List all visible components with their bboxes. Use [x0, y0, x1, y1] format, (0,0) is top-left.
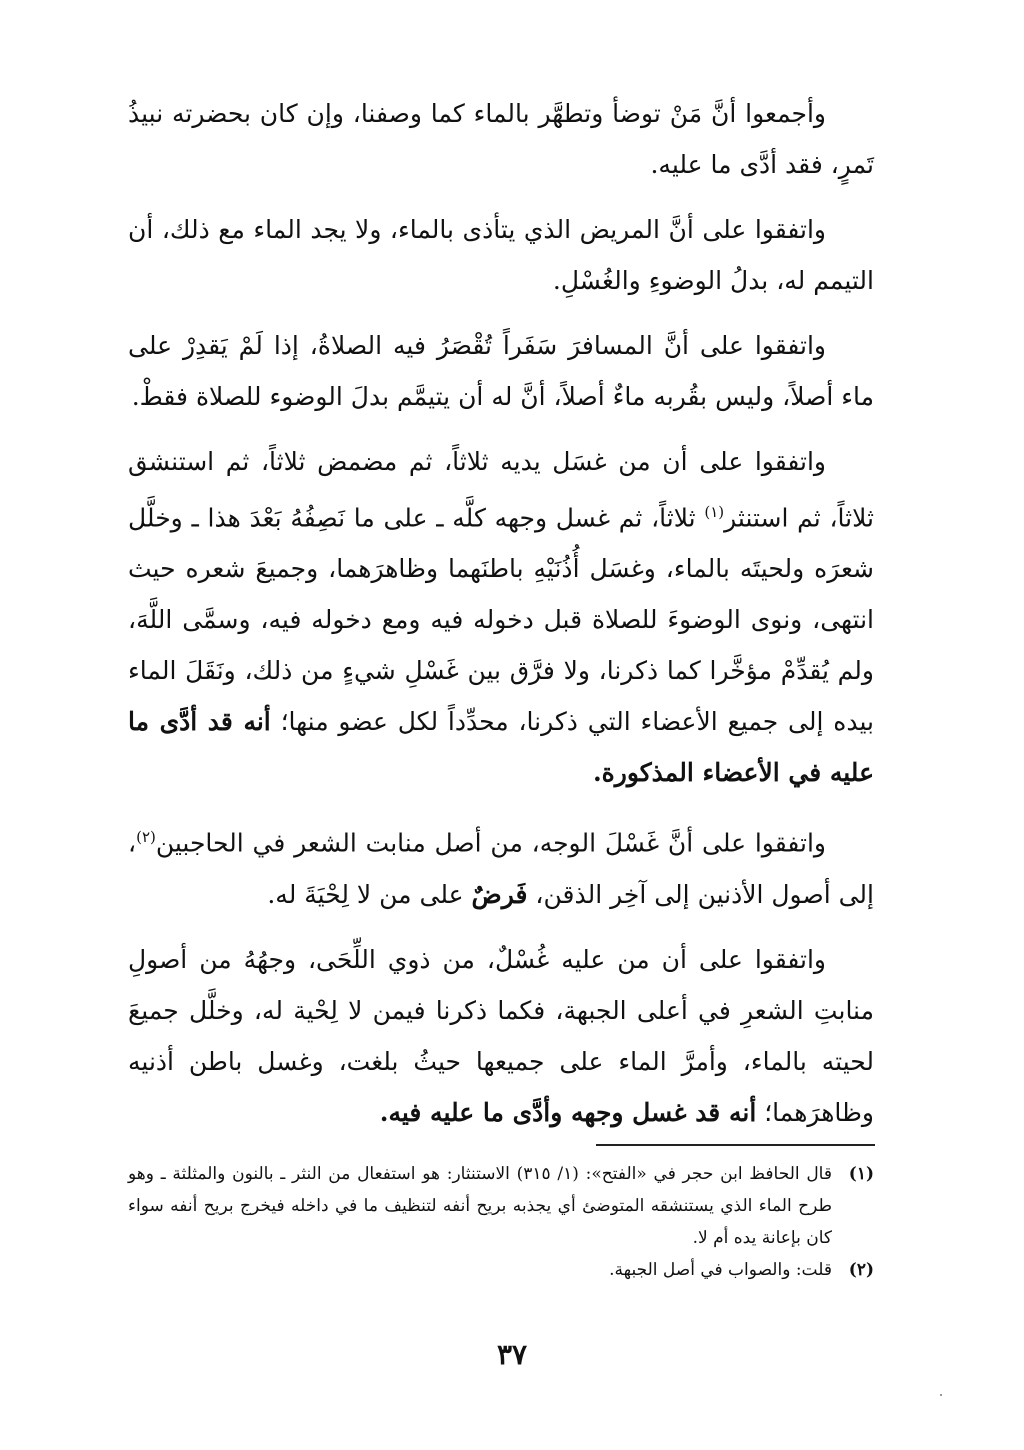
- main-text: [128, 88, 874, 1152]
- footnote-2: [128, 1254, 874, 1286]
- footnote-ref-2: (٢): [136, 828, 156, 847]
- footnote-2-text: قلت: والصواب في أصل الجبهة.: [609, 1260, 832, 1280]
- paragraph-5-text-end: على من لا لِحْيَةَ له.: [267, 879, 472, 909]
- paragraph-6: [128, 934, 874, 1138]
- footnote-1: [128, 1158, 874, 1254]
- footnote-1-text: قال الحافظ ابن حجر في «الفتح»: (١/ ٣١٥) الاستنثار: هو استفعال من النثر ـ بالنون والمثلثة ـ وهو طرح الماء الذي يستنشقه المتوضئ أي يجذبه بريح أنفه لتنظيف ما في داخله فيخرج بريح أنفه سواء كان بإعانة يده أم لا.: [128, 1164, 832, 1248]
- paragraph-6-bold: أنه قد غسل وجهه وأدَّى ما عليه فيه.: [379, 1097, 757, 1127]
- paragraph-1: وأجمعوا أنَّ مَنْ توضأ وتطهَّر بالماء كما وصفنا، وإن كان بحضرته نبيذُ تَمرٍ، فقد أدَّى ما عليه.: [128, 99, 874, 179]
- paragraph-5-text-cont: ، إلى أصول الأذنين إلى آخِر الذقن،: [128, 828, 874, 909]
- footnote-divider: [596, 1144, 875, 1146]
- footnote-ref-1: (١): [704, 503, 725, 521]
- paragraph-5: [128, 812, 874, 919]
- paragraph-3: واتفقوا على أنَّ المسافرَ سَفَراً تُقْصَرُ فيه الصلاةُ، إذا لَمْ يَقدِرْ على ماء أصلاً، وليس بقُربه ماءٌ أصلاً، أنَّ له أن يتيمَّم بدلَ الوضوء للصلاة فقطْ.: [128, 331, 874, 411]
- scan-speck: [940, 1394, 942, 1396]
- paragraph-4-bold: أنه قد أدَّى ما عليه في الأعضاء المذكورة.: [128, 707, 874, 788]
- paragraph-5-text: واتفقوا على أنَّ غَسْلَ الوجه، من أصل منابت الشعر في الحاجبين: [155, 828, 826, 858]
- page-number: ٣٧: [496, 1338, 528, 1371]
- paragraph-2: واتفقوا على أنَّ المريض الذي يتأذى بالماء، ولا يجد الماء مع ذلك، أن التيمم له، بدلُ الوضوءِ والغُسْلِ.: [128, 215, 874, 295]
- paragraph-5-bold: فَرضٌ: [471, 879, 528, 909]
- footnotes: [128, 1158, 874, 1286]
- paragraph-6-text: واتفقوا على أن من عليه غُسْلٌ، من ذوي اللِّحَى، وجهُهُ من أصولِ منابتِ الشعرِ في أعلى الجبهة، فكما ذكرنا فيمن لا لِحْية له، وخلَّل جميعَ لحيته بالماء، وأمرَّ الماء على جميعها حيثُ بلغت، وغسل باطن أذنيه وظاهرَهما؛: [128, 944, 874, 1127]
- footnote-2-marker: (٢): [848, 1260, 874, 1280]
- paragraph-4-text-cont: ثلاثاً، ثم غسل وجهه كلَّه ـ على ما نَصِفُهُ بَعْدَ هذا ـ وخلَّل شعرَه ولحيتَه بالماء، وغسَل أُذُنَيْهِ باطنَهما وظاهرَهما، وجميعَ شعره حيث انتهى، ونوى الوضوءَ للصلاة قبل دخوله فيه ومع دخوله فيه، وسمَّى اللَّهَ، ولم يُقدِّمْ مؤخَّرا كما ذكرنا، ولا فرَّق بين غَسْلِ شيءٍ من ذلك، ونَقَلَ الماء بيده إلى جميع الأعضاء التي ذكرنا، محدِّداً لكل عضو منها؛: [128, 503, 874, 737]
- paragraph-4-text: واتفقوا على أن من غسَل يديه ثلاثاً، ثم مضمض ثلاثاً، ثم استنشق ثلاثاً، ثم استنثر: [128, 447, 875, 533]
- footnote-1-marker: (١): [848, 1164, 874, 1184]
- paragraph-4: [128, 436, 874, 798]
